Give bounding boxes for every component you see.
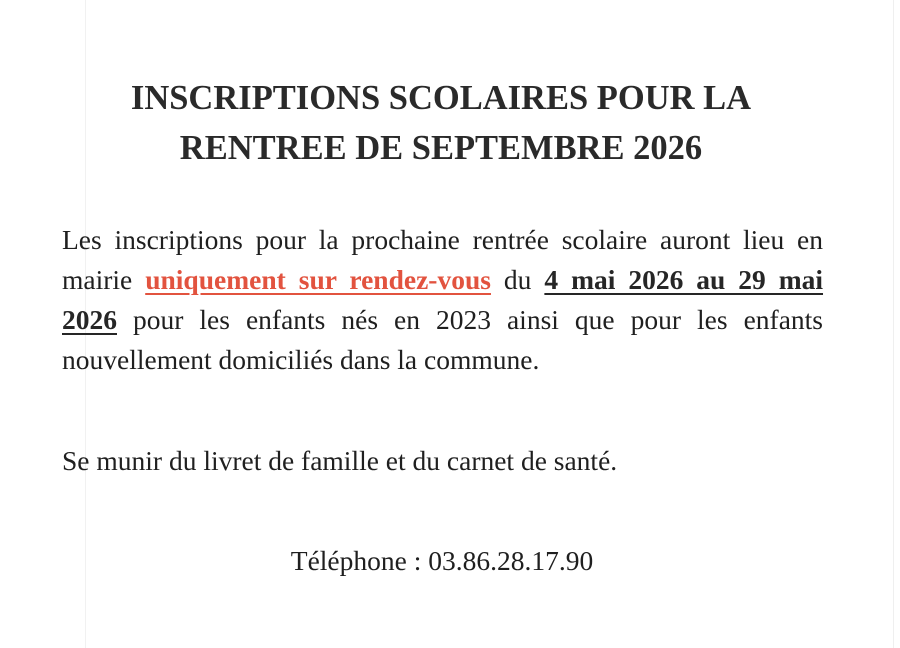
notice-title (60, 73, 822, 173)
registration-dates: 4 mai 2026 au 29 mai 2026 (62, 264, 824, 335)
phone-contact: Téléphone : 03.86.28.17.90 (290, 545, 594, 576)
paragraph-middle: du (490, 264, 545, 295)
title-line-1: INSCRIPTIONS SCOLAIRES POUR LA (130, 79, 752, 117)
required-documents-note: Se munir du livret de famille et du carnet de santé. (62, 445, 618, 476)
registration-paragraph (62, 220, 823, 380)
title-line-2: RENTREE DE SEPTEMBRE 2026 (179, 129, 703, 167)
paragraph-intro: Les inscriptions pour la prochaine rentrée scolaire auront lieu en mairie (62, 224, 823, 295)
paragraph-end: pour les enfants nés en 2023 ainsi que pour les enfants nouvellement domiciliés dans la commune. (62, 304, 823, 375)
scan-edge-right (893, 0, 894, 648)
appointment-only-highlight: uniquement sur rendez-vous (145, 264, 491, 295)
